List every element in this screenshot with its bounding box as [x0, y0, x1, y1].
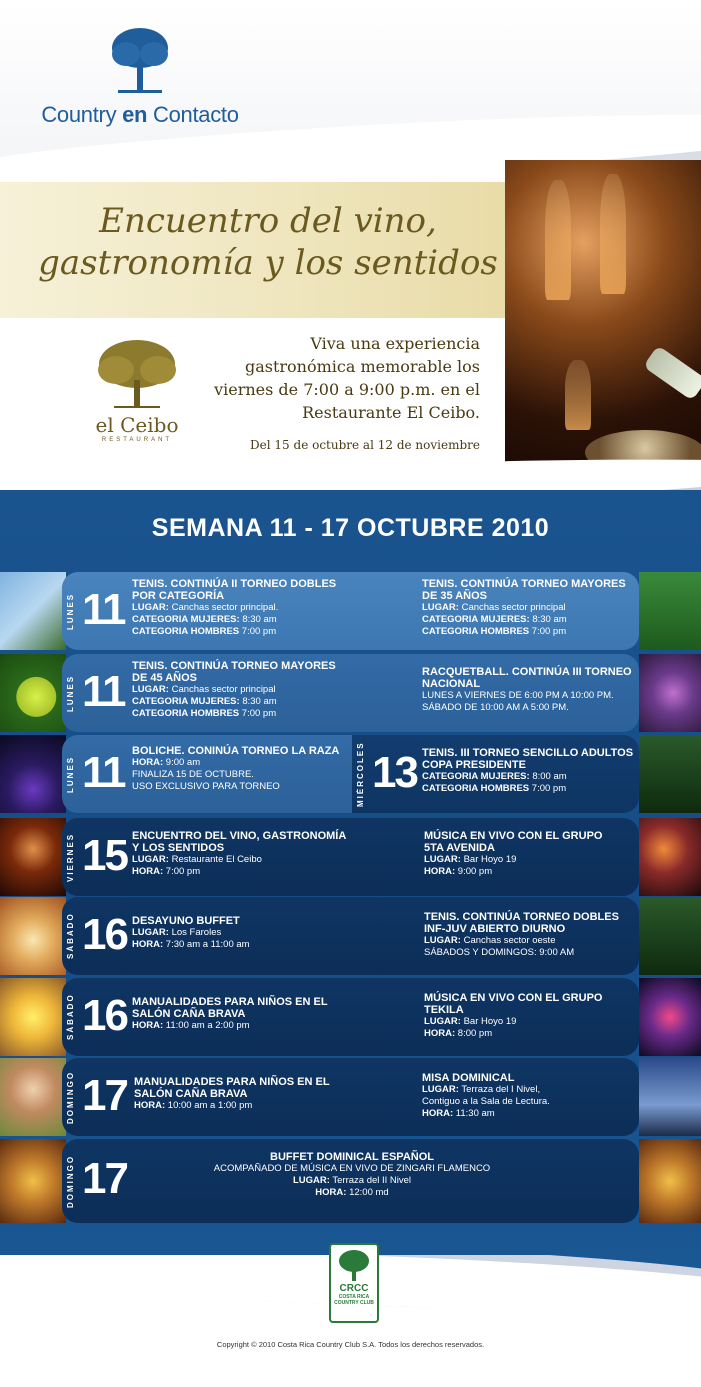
paella-photo	[639, 1139, 701, 1223]
event-title: DESAYUNO BUFFET	[132, 915, 240, 927]
event-card[interactable]	[62, 818, 639, 896]
event-detail: LUGAR: Canchas sector principal	[132, 684, 276, 695]
event-subtitle: ACOMPAÑADO DE MÚSICA EN VIVO DE ZINGARI FLAMENCO	[213, 1163, 491, 1174]
event-detail: USO EXCLUSIVO PARA TORNEO	[132, 781, 280, 792]
event-detail: CATEGORIA HOMBRES 7:00 pm	[132, 708, 277, 719]
tennis-court-photo	[639, 735, 701, 813]
tree-icon	[108, 24, 172, 98]
event-detail: LUGAR: Los Faroles	[132, 927, 222, 938]
event-detail: HORA: 9:00 pm	[424, 866, 493, 877]
day-number: 11	[82, 748, 125, 797]
event-detail: HORA: 11:00 am a 2:00 pm	[132, 1020, 250, 1031]
hero-description: Viva una experiencia gastronómica memorable los viernes de 7:00 a 9:00 p.m. en el Restaurante El Ceibo.	[214, 334, 480, 422]
event-detail: HORA: 9:00 am	[132, 757, 201, 768]
schedule-row	[0, 1058, 701, 1136]
day-number: 15	[82, 831, 127, 880]
day-name: LUNES	[66, 592, 75, 630]
event-detail: LUGAR: Canchas sector principal	[422, 602, 566, 613]
tennis-ball-photo	[639, 572, 701, 650]
day-name: MIÉRCOLES	[356, 741, 365, 807]
event-detail: SÁBADO DE 10:00 AM A 5:00 PM.	[422, 702, 569, 713]
event-detail: HORA: 7:30 am a 11:00 am	[132, 939, 250, 950]
day-name: VIERNES	[66, 832, 75, 882]
event-card[interactable]	[352, 654, 639, 732]
day-number: 11	[82, 585, 125, 634]
event-detail: CATEGORIA HOMBRES 7:00 pm	[422, 783, 567, 794]
event-detail: SÁBADOS Y DOMINGOS: 9:00 AM	[424, 947, 575, 958]
hero-dates: Del 15 de octubre al 12 de noviembre	[250, 438, 480, 452]
event-detail: CATEGORIA MUJERES: 8:30 am	[132, 614, 277, 625]
tennis-ball-photo	[0, 654, 66, 732]
event-title: TENIS. CONTINÚA II TORNEO DOBLES POR CATEGORÍA	[132, 578, 337, 602]
paella-photo	[0, 1139, 66, 1223]
event-detail: HORA: 10:00 am a 1:00 pm	[134, 1100, 253, 1111]
event-title: MÚSICA EN VIVO CON EL GRUPO 5TA AVENIDA	[424, 830, 603, 854]
day-name: SÁBADO	[66, 912, 75, 960]
crcc-tree-icon	[336, 1248, 372, 1284]
event-detail: CATEGORIA MUJERES: 8:00 am	[422, 771, 567, 782]
event-detail: CATEGORIA HOMBRES 7:00 pm	[132, 626, 277, 637]
crcc-logo[interactable]: CRCC COSTA RICA COUNTRY CLUB	[329, 1243, 379, 1323]
event-title: MANUALIDADES PARA NIÑOS EN EL SALÓN CAÑA BRAVA	[132, 996, 328, 1020]
event-detail: HORA: 8:00 pm	[424, 1028, 493, 1039]
event-detail: CATEGORIA MUJERES: 8:30 am	[132, 696, 277, 707]
event-detail: LUNES A VIERNES DE 6:00 PM A 10:00 PM.	[422, 690, 614, 701]
schedule-row	[0, 735, 701, 813]
event-detail: CATEGORIA HOMBRES 7:00 pm	[422, 626, 567, 637]
child-photo	[0, 978, 66, 1056]
event-title: TENIS. CONTINÚA TORNEO MAYORES DE 45 AÑOS	[132, 660, 336, 684]
event-card[interactable]	[62, 654, 352, 732]
event-card[interactable]	[62, 1058, 639, 1136]
event-card[interactable]	[352, 572, 639, 650]
event-card[interactable]	[62, 978, 639, 1056]
breakfast-photo	[0, 897, 66, 975]
event-detail: HORA: 12:00 md	[315, 1187, 389, 1198]
day-name: LUNES	[66, 674, 75, 712]
schedule-row	[0, 978, 701, 1056]
schedule-row	[0, 1139, 701, 1223]
event-detail: LUGAR: Terraza del II Nivel	[292, 1175, 412, 1186]
day-name: LUNES	[66, 755, 75, 793]
wine-photo	[505, 160, 701, 490]
el-ceibo-logo: el Ceibo RESTAURANT	[82, 336, 192, 443]
tennis-photo	[0, 572, 66, 650]
event-detail: FINALIZA 15 DE OCTUBRE.	[132, 769, 254, 780]
event-card[interactable]	[62, 735, 352, 813]
day-number: 13	[372, 748, 417, 797]
day-name: DOMINGO	[66, 1070, 75, 1124]
event-detail: CATEGORIA MUJERES: 8:30 am	[422, 614, 567, 625]
band-photo	[639, 978, 701, 1056]
event-card[interactable]	[352, 735, 639, 813]
day-number: 17	[82, 1154, 127, 1203]
event-title: TENIS. CONTINÚA TORNEO MAYORES DE 35 AÑOS	[422, 578, 626, 602]
event-detail: LUGAR: Bar Hoyo 19	[424, 1016, 517, 1027]
event-card[interactable]	[62, 897, 639, 975]
event-title: BOLICHE. CONINÚA TORNEO LA RAZA	[132, 745, 340, 757]
event-detail: LUGAR: Canchas sector oeste	[424, 935, 556, 946]
hero-title: Encuentro del vino, gastronomía y los sentidos	[38, 201, 498, 283]
event-title: TENIS. CONTINÚA TORNEO DOBLES INF-JUV ABIERTO DIURNO	[424, 911, 619, 935]
week-title: SEMANA 11 - 17 OCTUBRE 2010	[151, 514, 550, 542]
event-detail: LUGAR: Terraza del I Nivel,	[422, 1084, 541, 1095]
hero-section	[0, 160, 701, 520]
day-number: 16	[82, 991, 127, 1040]
day-name: DOMINGO	[66, 1154, 75, 1208]
header	[0, 0, 701, 180]
event-detail: HORA: 7:00 pm	[132, 866, 201, 877]
schedule-row	[0, 572, 701, 650]
live-music-photo	[639, 818, 701, 896]
event-title: MÚSICA EN VIVO CON EL GRUPO TEKILA	[424, 992, 603, 1016]
event-detail: Contiguo a la Sala de Lectura.	[422, 1096, 550, 1107]
child-photo	[0, 1058, 66, 1136]
day-number: 16	[82, 910, 127, 959]
event-detail: HORA: 11:30 am	[422, 1108, 495, 1119]
schedule-row	[0, 654, 701, 732]
event-card[interactable]	[62, 1139, 639, 1223]
brand-name: Country en Contacto	[41, 102, 239, 127]
bowling-photo	[0, 735, 66, 813]
event-title: MANUALIDADES PARA NIÑOS EN EL SALÓN CAÑA BRAVA	[134, 1076, 330, 1100]
day-number: 17	[82, 1071, 127, 1120]
brand-logo[interactable]	[40, 24, 240, 128]
event-title: ENCUENTRO DEL VINO, GASTRONOMÍA Y LOS SENTIDOS	[132, 830, 346, 854]
racquetball-photo	[639, 654, 701, 732]
ceibo-tree-icon	[94, 336, 180, 412]
event-card[interactable]	[62, 572, 352, 650]
event-title: TENIS. III TORNEO SENCILLO ADULTOS COPA PRESIDENTE	[422, 747, 634, 771]
event-title: MISA DOMINICAL	[422, 1072, 515, 1084]
schedule-row	[0, 818, 701, 896]
cross-photo	[639, 1058, 701, 1136]
tennis-player-photo	[639, 897, 701, 975]
event-detail: LUGAR: Bar Hoyo 19	[424, 854, 517, 865]
event-title: BUFFET DOMINICAL ESPAÑOL	[270, 1151, 434, 1163]
event-detail: LUGAR: Restaurante El Ceibo	[132, 854, 262, 865]
copyright: Copyright © 2010 Costa Rica Country Club S.A. Todos los derechos reservados.	[216, 1340, 485, 1349]
day-number: 11	[82, 667, 125, 716]
event-detail: LUGAR: Canchas sector principal.	[132, 602, 279, 613]
schedule-row	[0, 897, 701, 975]
event-title: RACQUETBALL. CONTINÚA III TORNEO NACIONAL	[422, 666, 632, 690]
wine-photo	[0, 818, 66, 896]
day-name: SÁBADO	[66, 993, 75, 1041]
